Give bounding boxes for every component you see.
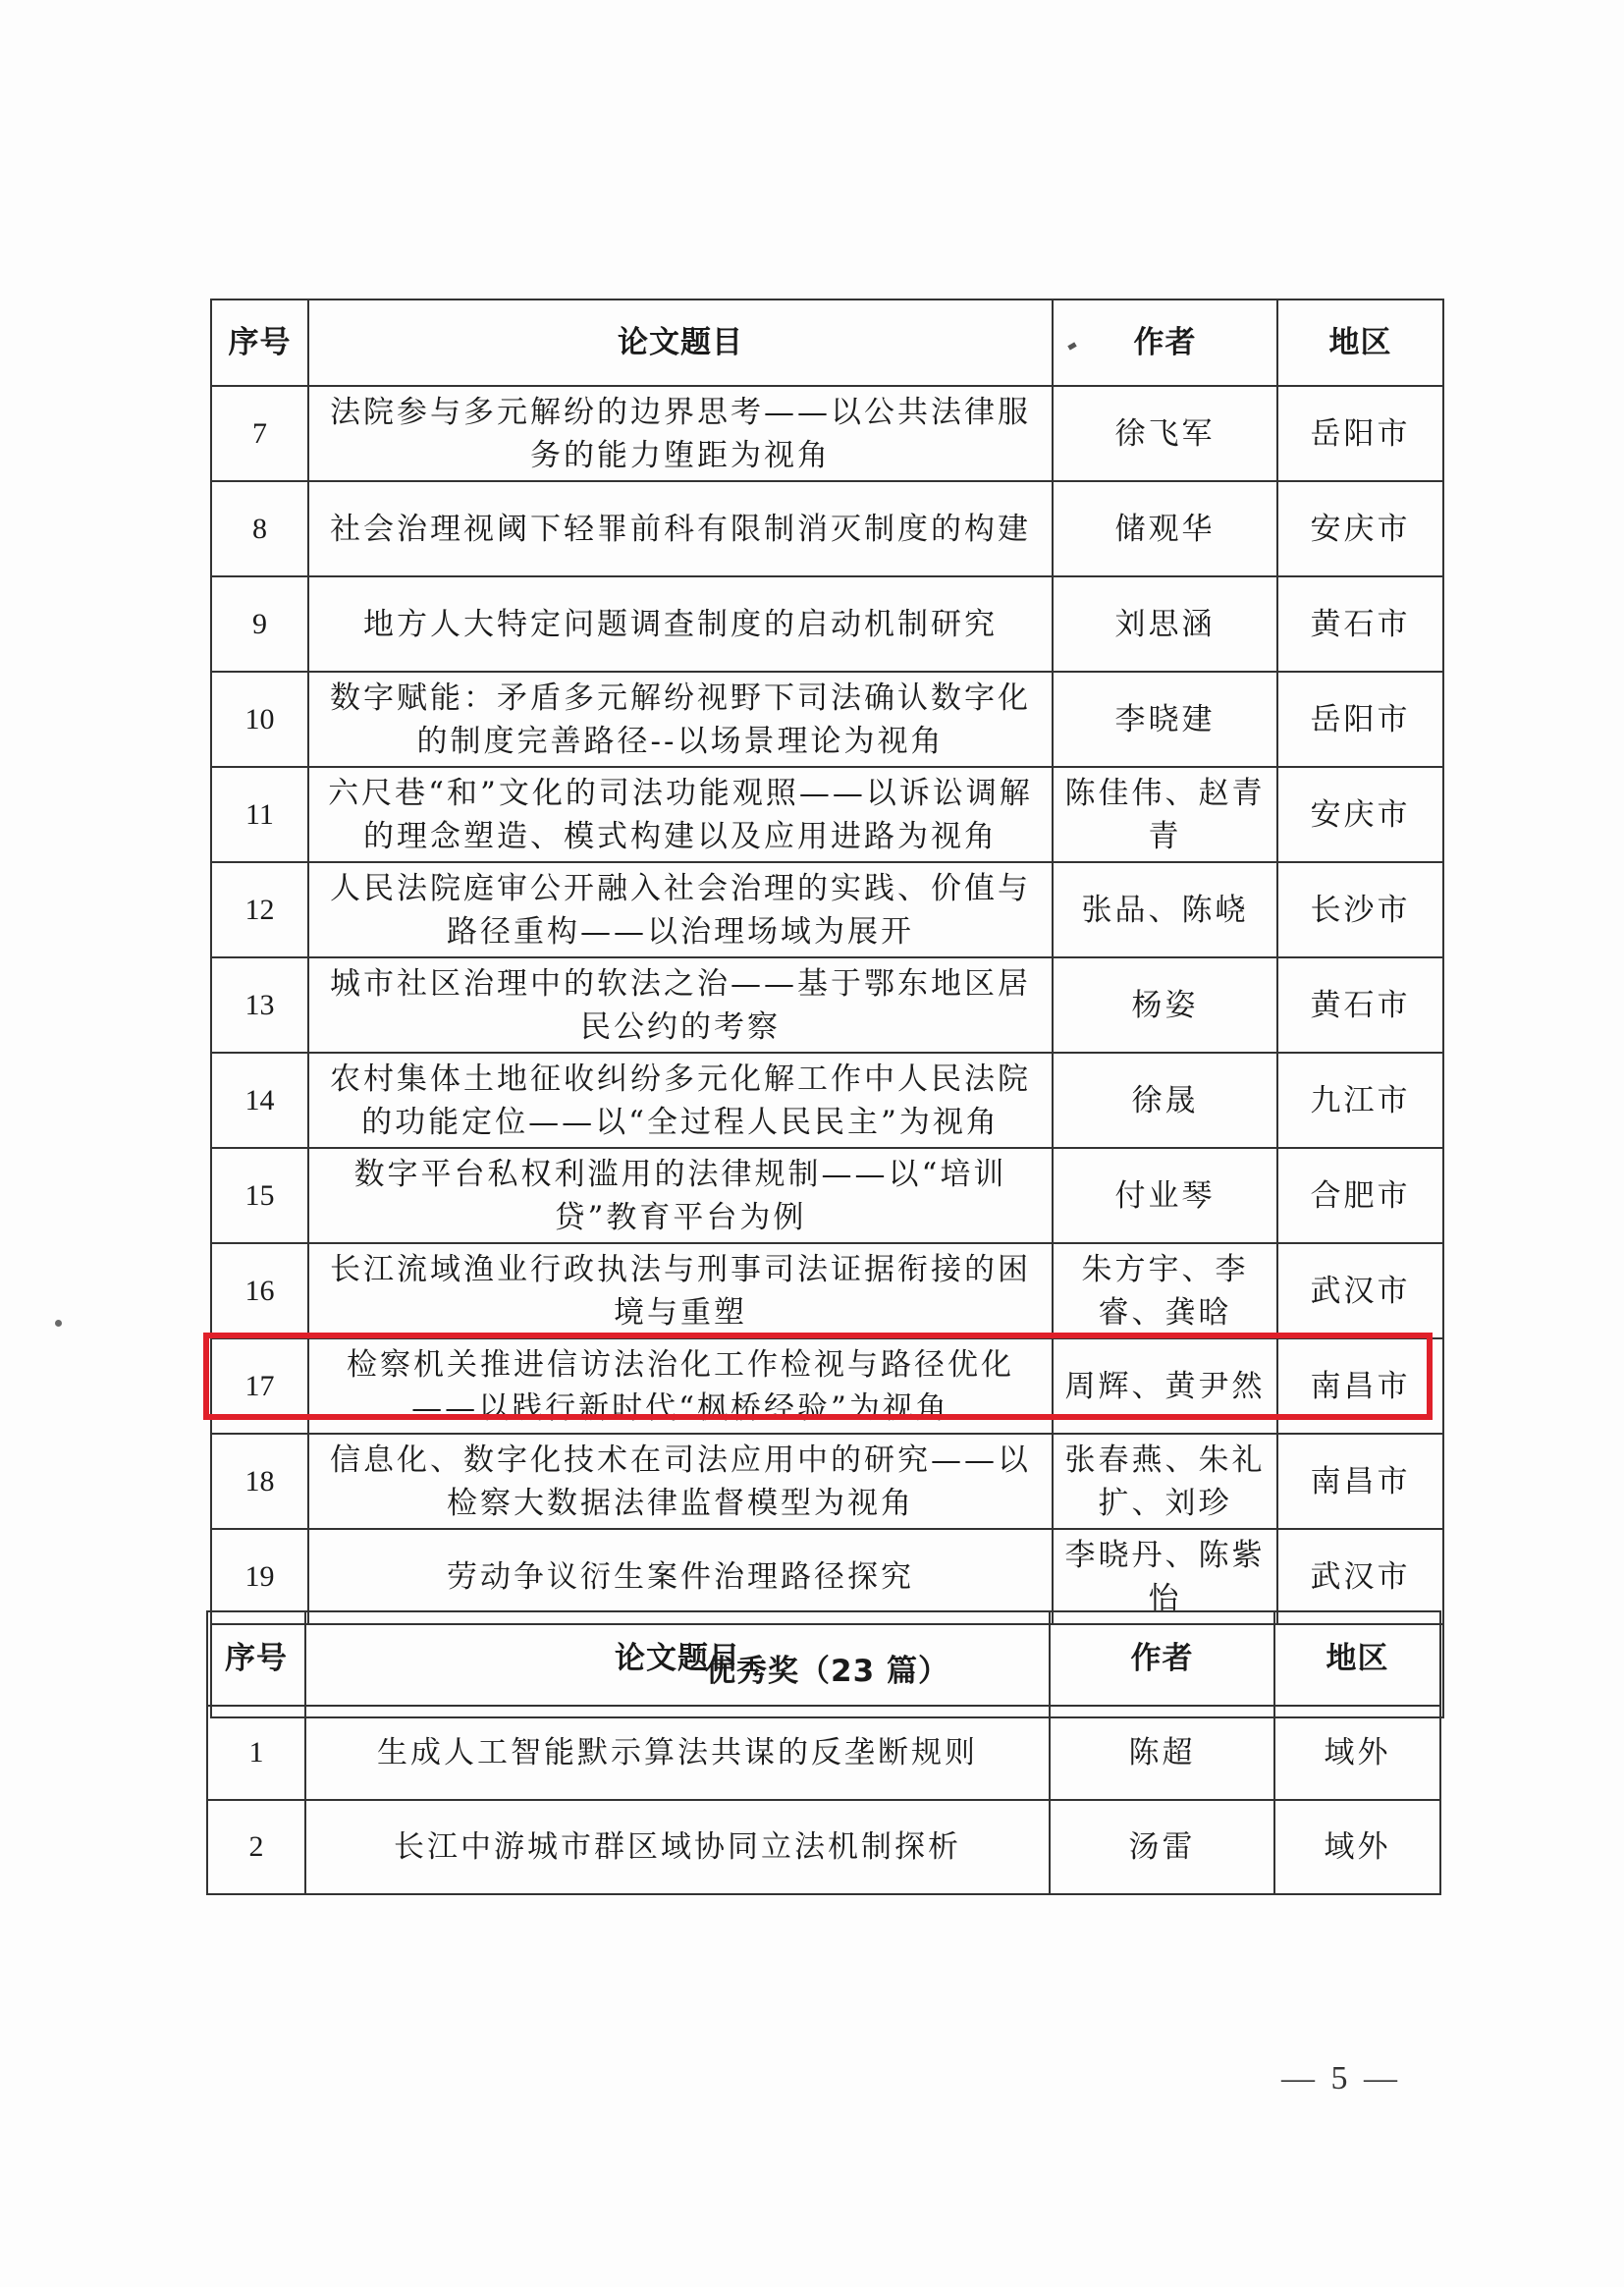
row-no: 13 [211, 957, 308, 1053]
table-header-row [207, 1611, 1440, 1706]
table-row [211, 957, 1443, 1053]
highlight-box [203, 1333, 1433, 1420]
row-title: 六尺巷“和”文化的司法功能观照——以诉讼调解的理念塑造、模式构建以及应用进路为视角 [308, 767, 1053, 862]
table-row [211, 1053, 1443, 1148]
page-number: — 5 — [1281, 2060, 1401, 2096]
scan-speck [55, 1320, 62, 1327]
row-title: 地方人大特定问题调查制度的启动机制研究 [308, 576, 1053, 672]
table-row [211, 1434, 1443, 1529]
row-region: 长沙市 [1277, 862, 1443, 957]
table-row [211, 386, 1443, 481]
row-author: 徐晟 [1053, 1053, 1277, 1148]
row-title: 农村集体土地征收纠纷多元化解工作中人民法院的功能定位——以“全过程人民民主”为视角 [308, 1053, 1053, 1148]
table-header-row [211, 299, 1443, 386]
row-region: 黄石市 [1277, 576, 1443, 672]
section-title: 优秀奖（23 篇） [211, 1624, 1443, 1717]
row-no: 7 [211, 386, 308, 481]
row-title: 长江中游城市群区域协同立法机制探析 [305, 1800, 1050, 1894]
row-author: 李晓建 [1053, 672, 1277, 767]
row-region: 武汉市 [1277, 1529, 1443, 1624]
row-author: 朱方宇、李睿、龚晗 [1053, 1243, 1277, 1338]
row-region: 南昌市 [1277, 1338, 1443, 1434]
row-region: 安庆市 [1277, 481, 1443, 576]
row-author: 汤雷 [1050, 1800, 1274, 1894]
row-title: 劳动争议衍生案件治理路径探究 [308, 1529, 1053, 1624]
row-title: 人民法院庭审公开融入社会治理的实践、价值与路径重构——以治理场域为展开 [308, 862, 1053, 957]
row-author: 付业琴 [1053, 1148, 1277, 1243]
row-no: 14 [211, 1053, 308, 1148]
row-title: 长江流域渔业行政执法与刑事司法证据衔接的困境与重塑 [308, 1243, 1053, 1338]
row-title: 生成人工智能默示算法共谋的反垄断规则 [305, 1706, 1050, 1800]
row-author: 周辉、黄尹然 [1053, 1338, 1277, 1434]
row-author: 刘思涵 [1053, 576, 1277, 672]
header-author: 作者 [1050, 1611, 1274, 1706]
row-author: 张春燕、朱礼扩、刘珍 [1053, 1434, 1277, 1529]
award-table-bottom [206, 1610, 1441, 1895]
row-author: 陈超 [1050, 1706, 1274, 1800]
row-no: 17 [211, 1338, 308, 1434]
row-author: 徐飞军 [1053, 386, 1277, 481]
table-row [211, 862, 1443, 957]
row-author: 陈佳伟、赵青青 [1053, 767, 1277, 862]
row-title: 检察机关推进信访法治化工作检视与路径优化——以践行新时代“枫桥经验”为视角 [308, 1338, 1053, 1434]
row-no: 19 [211, 1529, 308, 1624]
header-no: 序号 [211, 299, 308, 386]
table-row [207, 1706, 1440, 1800]
row-author: 杨姿 [1053, 957, 1277, 1053]
table-row [211, 1243, 1443, 1338]
row-title: 社会治理视阈下轻罪前科有限制消灭制度的构建 [308, 481, 1053, 576]
table-row [211, 481, 1443, 576]
header-region: 地区 [1277, 299, 1443, 386]
header-title: 论文题目 [305, 1611, 1050, 1706]
row-region: 九江市 [1277, 1053, 1443, 1148]
row-region: 安庆市 [1277, 767, 1443, 862]
row-region: 南昌市 [1277, 1434, 1443, 1529]
row-region: 黄石市 [1277, 957, 1443, 1053]
row-region: 岳阳市 [1277, 672, 1443, 767]
row-no: 16 [211, 1243, 308, 1338]
row-author: 张品、陈峣 [1053, 862, 1277, 957]
row-title: 数字赋能：矛盾多元解纷视野下司法确认数字化的制度完善路径--以场景理论为视角 [308, 672, 1053, 767]
row-region: 域外 [1274, 1706, 1440, 1800]
row-title: 法院参与多元解纷的边界思考——以公共法律服务的能力堕距为视角 [308, 386, 1053, 481]
header-title: 论文题目 [308, 299, 1053, 386]
row-no: 12 [211, 862, 308, 957]
row-region: 域外 [1274, 1800, 1440, 1894]
row-title: 数字平台私权利滥用的法律规制——以“培训贷”教育平台为例 [308, 1148, 1053, 1243]
row-no: 15 [211, 1148, 308, 1243]
row-region: 岳阳市 [1277, 386, 1443, 481]
header-no: 序号 [207, 1611, 305, 1706]
header-region: 地区 [1274, 1611, 1440, 1706]
row-no: 18 [211, 1434, 308, 1529]
row-no: 1 [207, 1706, 305, 1800]
row-no: 11 [211, 767, 308, 862]
row-no: 2 [207, 1800, 305, 1894]
row-title: 信息化、数字化技术在司法应用中的研究——以检察大数据法律监督模型为视角 [308, 1434, 1053, 1529]
header-author: 作者 [1053, 299, 1277, 386]
table-row [211, 576, 1443, 672]
row-region: 武汉市 [1277, 1243, 1443, 1338]
table-row [207, 1800, 1440, 1894]
table-row [211, 1148, 1443, 1243]
table-row [211, 672, 1443, 767]
table-row [211, 767, 1443, 862]
row-author: 李晓丹、陈紫怡 [1053, 1529, 1277, 1624]
row-author: 储观华 [1053, 481, 1277, 576]
row-title: 城市社区治理中的软法之治——基于鄂东地区居民公约的考察 [308, 957, 1053, 1053]
row-no: 9 [211, 576, 308, 672]
award-table-top [210, 299, 1444, 1718]
row-region: 合肥市 [1277, 1148, 1443, 1243]
row-no: 8 [211, 481, 308, 576]
row-no: 10 [211, 672, 308, 767]
